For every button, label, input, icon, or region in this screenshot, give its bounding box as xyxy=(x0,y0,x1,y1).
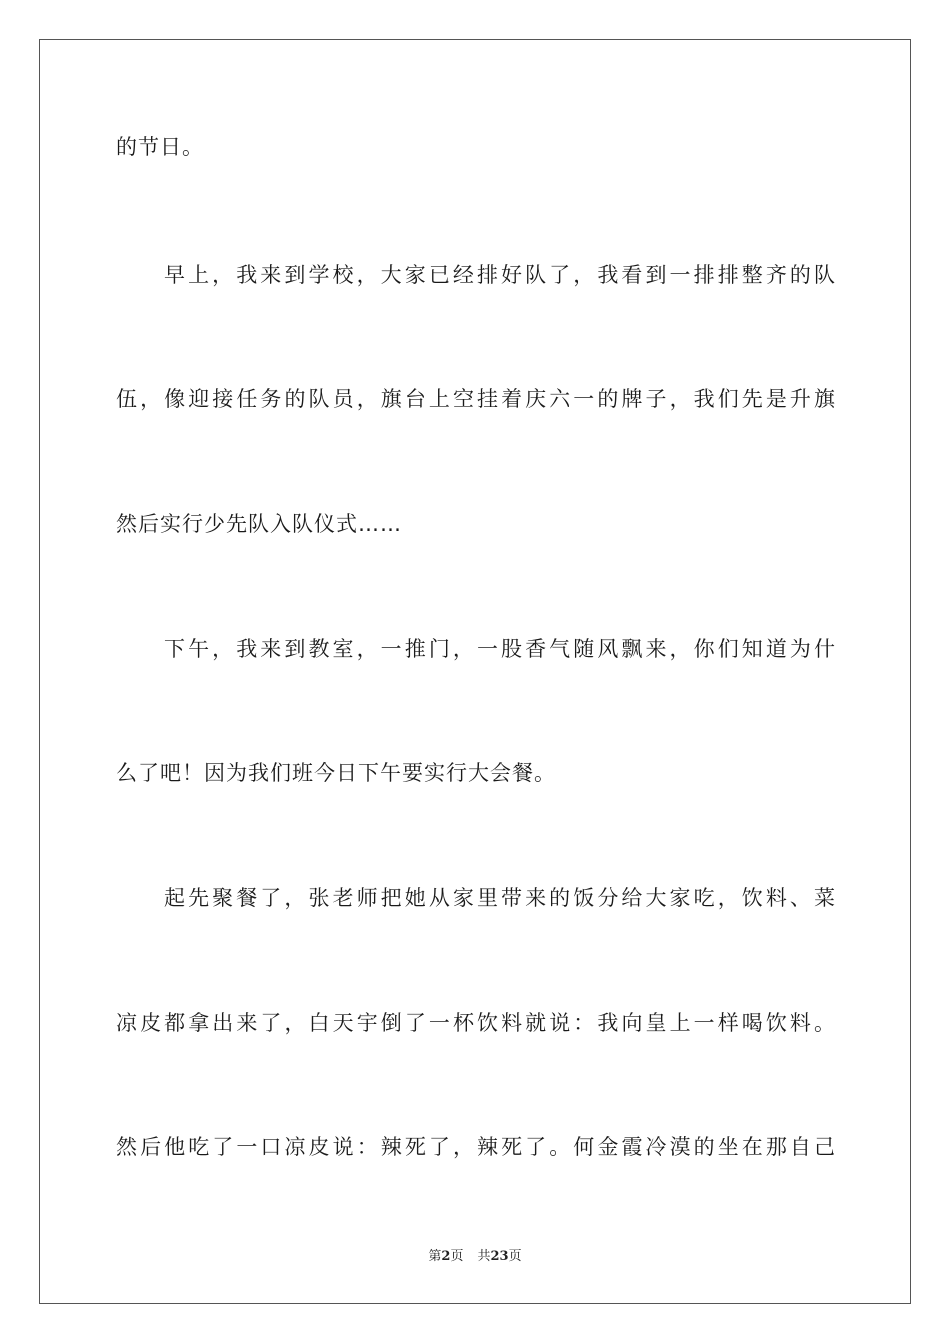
total-prefix: 共 xyxy=(477,1249,491,1264)
page-suffix: 页 xyxy=(450,1249,464,1264)
text-line-8: 凉皮都拿出来了，白天宇倒了一杯饮料就说：我向皇上一样喝饮料。 xyxy=(116,1011,836,1035)
text-line-2: 早上，我来到学校，大家已经排好队了，我看到一排排整齐的队 xyxy=(164,263,836,287)
page-prefix: 第 xyxy=(428,1249,442,1264)
total-pages: 23 xyxy=(490,1249,509,1264)
text-line-9: 然后他吃了一口凉皮说：辣死了，辣死了。何金霞冷漠的坐在那自己 xyxy=(116,1135,836,1159)
text-line-5: 下午，我来到教室，一推门，一股香气随风飘来，你们知道为什 xyxy=(164,637,836,661)
text-line-4: 然后实行少先队入队仪式…… xyxy=(116,512,402,536)
page-frame xyxy=(39,39,911,1304)
text-line-3: 伍，像迎接任务的队员，旗台上空挂着庆六一的牌子，我们先是升旗 xyxy=(116,387,836,411)
total-suffix: 页 xyxy=(508,1249,522,1264)
text-line-6: 么了吧！因为我们班今日下午要实行大会餐。 xyxy=(116,761,556,785)
text-line-1: 的节日。 xyxy=(116,135,204,159)
page-number: 2 xyxy=(441,1249,451,1264)
text-line-7: 起先聚餐了，张老师把她从家里带来的饭分给大家吃，饮料、菜 xyxy=(164,886,836,910)
page-footer xyxy=(0,1248,950,1266)
